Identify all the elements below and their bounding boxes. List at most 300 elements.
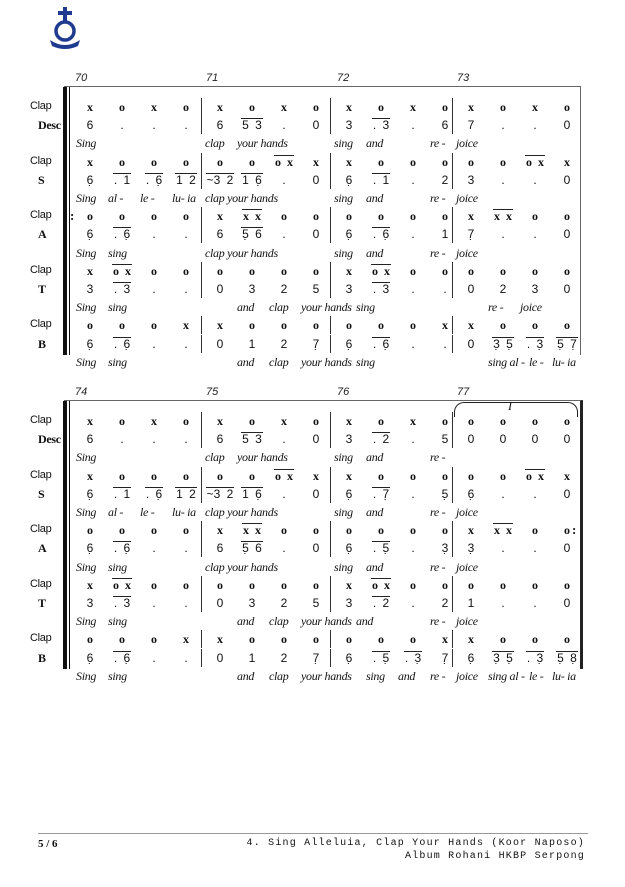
note: 6̣ [86, 486, 94, 501]
lyric-syllable: sing [108, 245, 127, 260]
clap-symbol: x [183, 318, 189, 333]
notes-row [0, 280, 625, 298]
voice-label: T [38, 282, 46, 296]
beamed-clap-symbol-pair: o x [113, 577, 131, 592]
beamed-note-pair: 1 2 [176, 486, 196, 501]
note: 6̣ [345, 650, 353, 665]
lyric-syllable: le - [140, 191, 155, 205]
beamed-note-pair: 5̣ 6 [242, 227, 262, 242]
lyric-syllable: joice [456, 245, 478, 260]
note: 3 [248, 282, 256, 296]
note: 0 [563, 596, 571, 610]
lyric-syllable: joice [456, 559, 478, 574]
lyric-syllable: re - [430, 668, 446, 683]
clap-symbol: o [87, 523, 93, 538]
measure [72, 649, 200, 667]
clap-symbol: o [183, 263, 189, 278]
lyric-syllable: Sing [76, 668, 97, 683]
beat [397, 649, 429, 667]
note: . [443, 336, 447, 351]
clap-symbol: o [468, 263, 474, 278]
clap-symbol: o [410, 318, 416, 333]
voice-label: B [38, 650, 46, 665]
clap-symbol: o [183, 577, 189, 592]
lyrics-row [0, 503, 625, 521]
lyric-syllable: sing [366, 668, 385, 683]
beat [365, 116, 397, 134]
clap-symbol: o [532, 263, 538, 278]
clap-symbol: o [410, 209, 416, 224]
beat [106, 485, 138, 503]
clap-symbol: o [532, 523, 538, 538]
note: 0 [563, 432, 571, 447]
clap-label: Clap [30, 154, 52, 167]
notes-row [0, 649, 625, 667]
measure-number: 71 [206, 72, 219, 84]
clap-symbol: o [151, 263, 157, 278]
repeat-start-sign: : [70, 208, 75, 224]
measure [330, 316, 459, 334]
note: . [533, 227, 537, 242]
beamed-clap-symbol-pair: o x [372, 263, 390, 278]
measure [452, 335, 581, 353]
clap-symbol: o [564, 577, 570, 592]
measure [72, 116, 200, 134]
measure [201, 430, 330, 448]
clap-symbol: o [119, 154, 125, 169]
measure [201, 335, 330, 353]
lyric-syllable: sing [334, 245, 353, 260]
clap-symbol: o [564, 209, 570, 224]
note: . [533, 118, 537, 133]
clap-symbol: o [281, 577, 287, 592]
beat [365, 485, 397, 503]
note: . [282, 227, 286, 242]
beamed-note-pair: . 6̣ [113, 541, 131, 556]
measure [330, 630, 459, 648]
beamed-note-pair: 3̣ 5̣ [493, 650, 513, 665]
measure [201, 171, 330, 189]
clap-symbol: o [183, 523, 189, 538]
beat [365, 594, 397, 612]
note: . [501, 172, 505, 187]
clap-symbol: o [313, 577, 319, 592]
lyric-syllable: sing [356, 300, 375, 315]
beat [106, 576, 138, 594]
note: 0 [499, 432, 507, 447]
beamed-note-pair: . 7̣ [372, 486, 390, 501]
beamed-note-pair: . 3 [372, 282, 390, 296]
measure [452, 467, 581, 485]
note: 6̣ [467, 486, 475, 501]
lyric-syllable: lu- ia [172, 505, 196, 519]
clap-symbol: x [217, 523, 223, 538]
clap-symbol: o [183, 468, 189, 483]
notes-row [0, 594, 625, 612]
note: 0 [467, 336, 475, 351]
lyric-syllable: Sing [76, 136, 97, 151]
clap-symbol: o [151, 632, 157, 647]
beat [106, 280, 138, 298]
clap-symbol: o [346, 318, 352, 333]
lyric-syllable: Sing [76, 614, 97, 629]
note: 6̣ [345, 172, 353, 187]
clap-label: Clap [30, 577, 52, 590]
clap-symbol: o [346, 209, 352, 224]
clap-symbol: x [87, 414, 93, 428]
beat [365, 280, 397, 298]
notes-row [0, 485, 625, 503]
clap-symbol: o [249, 414, 255, 428]
note: 7̣ [312, 336, 320, 351]
beat [487, 335, 519, 353]
clap-symbol: o [564, 318, 570, 333]
note: 7̣ [312, 650, 320, 665]
clap-symbol: x [281, 414, 287, 428]
note: 5 [312, 282, 320, 296]
note: . [282, 541, 286, 556]
note: . [501, 118, 505, 133]
note: 2 [280, 336, 288, 351]
clap-symbol: o [442, 100, 448, 114]
note: 2 [441, 172, 449, 187]
note: 2 [280, 282, 288, 296]
clap-symbol: x [151, 100, 157, 114]
voice-label: S [38, 172, 45, 187]
clap-symbol: o [151, 318, 157, 333]
measure [201, 467, 330, 485]
beat [268, 153, 300, 171]
lyric-syllable: Sing [76, 559, 97, 574]
beat [365, 225, 397, 243]
lyric-syllable: joice [456, 614, 478, 629]
note: . [184, 541, 188, 556]
clap-symbol: o [564, 523, 570, 538]
note: 7̣ [441, 650, 449, 665]
note: . [411, 172, 415, 187]
lyric-syllable: clap [205, 136, 225, 151]
clap-symbol: o [119, 209, 125, 224]
lyric-syllable: joice [520, 300, 542, 315]
beamed-clap-symbol-pair: o x [526, 468, 544, 483]
note: . [184, 432, 188, 447]
note: 0 [216, 282, 224, 296]
beamed-note-pair: . 1 [113, 172, 131, 187]
note: 0 [216, 650, 224, 665]
clap-symbol: o [410, 632, 416, 647]
clap-symbol: x [410, 414, 416, 428]
note: . [184, 227, 188, 242]
clap-row [0, 262, 625, 280]
lyric-syllable: clap your hands [205, 245, 278, 260]
measure [330, 430, 459, 448]
lyric-syllable: re - [430, 191, 446, 205]
note: 0 [312, 486, 320, 501]
measure [452, 316, 581, 334]
note: 0 [563, 227, 571, 242]
lyric-syllable: and [366, 245, 384, 260]
clap-symbol: x [183, 632, 189, 647]
clap-symbol: o [217, 468, 223, 483]
measure-number: 75 [206, 386, 219, 398]
measure [330, 412, 459, 430]
note: 0 [216, 596, 224, 610]
measure [452, 116, 581, 134]
note: . [152, 282, 156, 296]
note: 0 [312, 227, 320, 242]
beamed-note-pair: . 3 [372, 118, 390, 133]
clap-symbol: o [442, 263, 448, 278]
clap-label: Clap [30, 318, 52, 331]
beamed-note-pair: 5̣ 6 [242, 541, 262, 556]
clap-row [0, 576, 625, 594]
note: . [411, 118, 415, 133]
measure [72, 280, 200, 298]
lyric-syllable: and [366, 505, 384, 519]
note: 6̣ [467, 650, 475, 665]
lyric-syllable: sing [108, 614, 127, 629]
note: 6 [216, 432, 224, 447]
lyric-syllable: al - [108, 191, 124, 205]
measure [330, 576, 459, 594]
measure [452, 594, 581, 612]
lyric-syllable: le - [529, 354, 544, 369]
clap-symbol: x [87, 577, 93, 592]
clap-symbol: o [442, 468, 448, 483]
beamed-note-pair: . 6̣ [372, 336, 390, 351]
lyric-syllable: clap [269, 668, 289, 683]
beamed-note-pair: . 1 [372, 172, 390, 187]
clap-symbol: o [217, 263, 223, 278]
clap-symbol: x [442, 632, 448, 647]
clap-symbol: o [410, 263, 416, 278]
note: . [282, 118, 286, 133]
clap-label: Clap [30, 100, 52, 112]
clap-symbol: x [468, 318, 474, 333]
clap-symbol: o [217, 154, 223, 169]
clap-symbol: o [378, 632, 384, 647]
measure [72, 576, 200, 594]
clap-symbol: o [442, 209, 448, 224]
clap-symbol: o [564, 263, 570, 278]
lyric-syllable: clap your hands [205, 505, 278, 519]
clap-symbol: o [151, 154, 157, 169]
clap-symbol: o [442, 523, 448, 538]
beat [106, 539, 138, 557]
clap-row [0, 207, 625, 225]
note: 6̣ [345, 227, 353, 242]
measure [452, 412, 581, 430]
lyrics-row [0, 448, 625, 466]
beamed-note-pair: 1 2 [176, 172, 196, 187]
note: . [184, 336, 188, 351]
measure [330, 225, 459, 243]
note: 0 [312, 541, 320, 556]
clap-label: Clap [30, 523, 52, 536]
measure-number: 73 [457, 72, 470, 84]
beamed-clap-symbol-pair: o x [275, 154, 293, 169]
clap-symbol: o [281, 632, 287, 647]
note: 6̣ [345, 486, 353, 501]
clap-symbol: o [500, 632, 506, 647]
note: 2 [499, 282, 507, 296]
beamed-note-pair: . 3̣ [526, 650, 544, 665]
note: 5̣ [441, 486, 449, 501]
lyric-syllable: sing [108, 300, 127, 315]
beat [519, 467, 551, 485]
voice-label: Desc [38, 118, 61, 133]
note: . [501, 227, 505, 242]
note: . [152, 541, 156, 556]
measure [330, 116, 459, 134]
clap-symbol: o [532, 209, 538, 224]
measure [201, 98, 330, 116]
clap-symbol: x [313, 154, 319, 169]
measure [72, 485, 200, 503]
measure [201, 225, 330, 243]
clap-symbol: o [281, 209, 287, 224]
measure [201, 485, 330, 503]
beat [487, 521, 519, 539]
notes-row [0, 116, 625, 134]
beamed-note-pair: . 3̣ [404, 650, 422, 665]
note: 6̣ [86, 336, 94, 351]
lyric-syllable: re - [430, 614, 446, 629]
clap-symbol: x [468, 209, 474, 224]
lyric-syllable: sing [108, 354, 127, 369]
beat [365, 430, 397, 448]
beamed-note-pair: . 2 [372, 432, 390, 447]
note: 6̣ [86, 172, 94, 187]
note: 3 [345, 432, 353, 447]
note: 3 [345, 118, 353, 133]
lyrics-row [0, 244, 625, 262]
note: 3 [86, 282, 94, 296]
clap-symbol: o [119, 523, 125, 538]
clap-symbol: o [532, 577, 538, 592]
clap-symbol: o [378, 468, 384, 483]
note: 7 [467, 118, 475, 133]
beat [106, 171, 138, 189]
beat [365, 335, 397, 353]
note: 6 [86, 118, 94, 133]
clap-symbol: o [346, 632, 352, 647]
note: 3 [345, 282, 353, 296]
note: . [501, 596, 505, 610]
clap-symbol: o [532, 632, 538, 647]
measure [330, 649, 459, 667]
beat [106, 335, 138, 353]
measure [452, 153, 581, 171]
song-title: 4. Sing Alleluia, Clap Your Hands (Koor Naposo) [246, 838, 585, 849]
note: 6̣ [86, 541, 94, 556]
beat [170, 171, 202, 189]
lyric-syllable: le - [529, 668, 544, 683]
beat [268, 467, 300, 485]
beat [170, 485, 202, 503]
measure [72, 171, 200, 189]
clap-symbol: o [119, 318, 125, 333]
measure [72, 594, 200, 612]
clap-symbol: o [183, 209, 189, 224]
clap-symbol: o [249, 632, 255, 647]
lyric-syllable: your hands [237, 136, 288, 151]
lyrics-row [0, 134, 625, 152]
voice-label: S [38, 486, 45, 501]
beat [487, 207, 519, 225]
beamed-note-pair: 5̣ 8̣ [557, 650, 577, 665]
beat [236, 430, 268, 448]
lyric-syllable: lu- ia [172, 191, 196, 205]
measure-number: 72 [337, 72, 350, 84]
clap-symbol: x [468, 632, 474, 647]
note: 6̣ [345, 541, 353, 556]
clap-row [0, 521, 625, 539]
measure [452, 649, 581, 667]
note: 0 [467, 282, 475, 296]
lyric-syllable: sing [334, 136, 353, 151]
note: 0 [312, 432, 320, 447]
note: 2 [441, 596, 449, 610]
note: . [152, 227, 156, 242]
lyric-syllable: and [366, 450, 384, 465]
beamed-note-pair: . 2 [372, 596, 390, 610]
measure [72, 207, 200, 225]
note: . [533, 596, 537, 610]
measure [330, 594, 459, 612]
beat [138, 171, 170, 189]
lyric-syllable: Sing [76, 505, 97, 519]
beat [236, 225, 268, 243]
clap-symbol: o [442, 577, 448, 592]
measure [201, 262, 330, 280]
clap-symbol: o [249, 100, 255, 114]
lyric-syllable: clap [269, 614, 289, 629]
measure [330, 262, 459, 280]
note: . [411, 596, 415, 610]
note: 5 [312, 596, 320, 610]
note: . [411, 486, 415, 501]
beat [138, 485, 170, 503]
notes-row [0, 430, 625, 448]
lyric-syllable: and [237, 614, 255, 629]
measure [452, 539, 581, 557]
clap-label: Clap [30, 468, 52, 481]
clap-symbol: o [500, 577, 506, 592]
beamed-clap-symbol-pair: o x [526, 154, 544, 169]
clap-symbol: o [564, 100, 570, 114]
clap-symbol: o [119, 632, 125, 647]
measure [201, 316, 330, 334]
clap-symbol: o [564, 414, 570, 428]
note: . [533, 541, 537, 556]
beamed-note-pair: 5 3 [242, 118, 262, 133]
clap-symbol: o [249, 154, 255, 169]
measure [72, 316, 200, 334]
beamed-clap-symbol-pair: o x [372, 577, 390, 592]
note: 0 [312, 118, 320, 133]
lyric-syllable: and [237, 300, 255, 315]
measure [72, 539, 200, 557]
measure [72, 98, 200, 116]
measure [201, 630, 330, 648]
clap-symbol: x [468, 100, 474, 114]
lyric-syllable: re - [430, 559, 446, 574]
beat [365, 649, 397, 667]
measure [330, 98, 459, 116]
clap-symbol: x [217, 414, 223, 428]
measure [72, 412, 200, 430]
